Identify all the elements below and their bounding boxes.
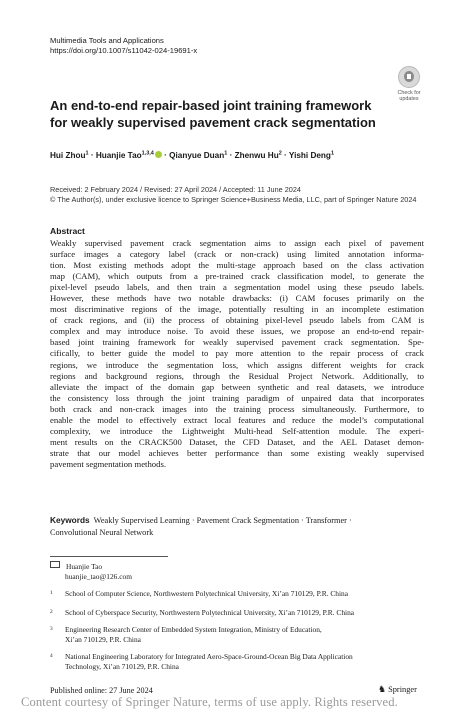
affiliation-text: School of Computer Science, Northwestern Polytechnical University, Xi’an 710129, P.R. China <box>65 589 348 598</box>
affiliation-item <box>50 652 430 672</box>
badge-line-2: updates <box>399 96 419 102</box>
abstract-line: complexity, we introduce the Lightweight Multi-head Self-attention module. The experi- <box>50 425 424 436</box>
abstract-line: pavement segmentation methods. <box>50 458 167 469</box>
corresponding-author <box>50 561 132 582</box>
affiliation-text: Engineering Research Center of Embedded System Integration, Ministry of Education, <box>65 625 322 634</box>
keywords-line-2: Convolutional Neural Network <box>50 528 154 537</box>
abstract-line: map (CAM), which outputs from a pre-trained crack classification model, to generate the <box>50 271 424 282</box>
contact-email[interactable]: huanjie_tao@126.com <box>65 572 132 581</box>
author: Huanjie Tao$^{1,3,4}$ <box>96 151 162 160</box>
affiliation-number: 1 <box>50 590 53 596</box>
badge-text <box>393 90 425 102</box>
author: Hui Zhou$^1$ <box>50 150 89 160</box>
publisher-logo <box>378 684 417 695</box>
publication-history <box>50 185 450 204</box>
published-date: Published online: 27 June 2024 <box>50 686 153 695</box>
abstract-line: Weakly supervised pavement crack segmentation aims to assign each pixel of pavement <box>50 238 424 248</box>
abstract-line: surface images a category label (crack or non-crack) using limited annotation informa- <box>50 249 424 260</box>
copyright-line: © The Author(s), under exclusive licence to Springer Science+Business Media, LLC, part of Springer Nature 2024 <box>50 194 417 204</box>
abstract-line: pixel-level pseudo labels, and then train a segmentation model using these pseudo labels. <box>50 282 424 293</box>
abstract-line: based joint training framework for weakly supervised pavement crack segmentation. Spe- <box>50 337 424 348</box>
badge-line-1: Check for <box>397 90 421 96</box>
author-list <box>50 148 440 161</box>
update-check-icon <box>398 66 420 88</box>
paper-title <box>50 97 380 131</box>
envelope-icon <box>50 561 60 568</box>
contact-name: Huanjie Tao <box>66 562 103 571</box>
author-separator: · <box>229 150 233 160</box>
abstract-line: cifically, to better guide the model to pay more attention to the repair process of crack <box>50 348 424 359</box>
abstract-line: tion. Most existing methods adopt the multi-stage approach based on the class activation <box>50 260 424 271</box>
affiliation-item <box>50 608 430 618</box>
affiliation-number: 3 <box>50 626 53 632</box>
abstract-line: strate that our model achieves better performance than some existing weakly supervised <box>50 447 424 458</box>
watermark: Content courtesy of Springer Nature, terms of use apply. Rights reserved. <box>21 695 398 709</box>
journal-name: Multimedia Tools and Applications <box>50 36 164 45</box>
affiliation-text: Xi’an 710129, P.R. China <box>65 635 141 644</box>
publisher-name: Springer <box>388 685 417 694</box>
abstract-line: enable the model to effectively extract local features and reduce the model’s computational <box>50 414 424 425</box>
affiliation-number: 4 <box>50 653 53 659</box>
title-line-2: for weakly supervised pavement crack segmentation <box>50 115 376 130</box>
abstract-line: alleviate the impact of the domain gap between synthetic and real datasets, we introduce <box>50 381 424 392</box>
author-separator: · <box>164 150 167 160</box>
affiliation-text: School of Cyberspace Security, Northwestern Polytechnical University, Xi’an 710129, P.R. China <box>65 608 355 617</box>
keywords <box>50 514 424 539</box>
abstract-line: both crack and non-crack images into the training process simultaneously. Furthermore, to <box>50 403 424 414</box>
affiliation-text: Technology, Xi’an 710129, P.R. China <box>65 662 179 671</box>
abstract-line: ment results on the CRACK500 Dataset, the CFD Dataset, and the AEL Dataset demon- <box>50 436 424 447</box>
abstract-line: of crack regions, and (ii) the process of obtaining pixel-level pseudo labels from CAM is <box>50 315 424 326</box>
title-line-1: An end-to-end repair-based joint training framework <box>50 98 372 113</box>
keywords-line-1: Weakly Supervised Learning · Pavement Crack Segmentation · Transformer · <box>93 516 352 525</box>
footnote-divider <box>50 556 168 557</box>
author: Qianyue Duan$^1$ <box>169 150 228 160</box>
abstract-line: regions, we introduce the segmentation loss, which assigns different weights for crack <box>50 359 424 370</box>
abstract-body <box>50 238 424 470</box>
abstract-line: regions and background regions, through the Residual Project Network. Additionally, to <box>50 370 424 381</box>
journal-header <box>50 36 197 56</box>
author-separator: · <box>284 150 287 160</box>
affiliation-item <box>50 625 430 645</box>
affiliation-item <box>50 589 430 599</box>
author-separator: · <box>90 150 94 160</box>
author: Yishi Deng$^1$ <box>288 150 334 160</box>
springer-horse-icon: ♞ <box>378 684 387 694</box>
abstract-line: However, these methods have two notable drawbacks: (i) CAM focuses primarily on the <box>50 293 424 304</box>
doi-link[interactable]: https://doi.org/10.1007/s11042-024-19691-x <box>50 46 198 55</box>
abstract-heading: Abstract <box>50 226 85 236</box>
affiliation-text: National Engineering Laboratory for Integrated Aero-Space-Ground-Ocean Big Data Application <box>65 652 353 661</box>
check-for-updates-badge[interactable] <box>393 66 425 102</box>
abstract-line: the consistency loss through the joint training paradigm of unpaired data that incorporates <box>50 392 424 403</box>
affiliation-number: 2 <box>50 609 53 615</box>
author: Zhenwu Hu$^2$ <box>234 150 282 160</box>
dates-line: Received: 2 February 2024 / Revised: 27 April 2024 / Accepted: 11 June 2024 <box>50 185 301 194</box>
abstract-line: complex and may introduce noise. To avoid these issues, we propose an end-to-end repair- <box>50 326 424 337</box>
keywords-heading: Keywords <box>50 515 90 525</box>
orcid-icon[interactable] <box>155 151 162 158</box>
abstract-line: most discriminative regions of the image, potentially resulting in an incomplete estimation <box>50 304 424 315</box>
